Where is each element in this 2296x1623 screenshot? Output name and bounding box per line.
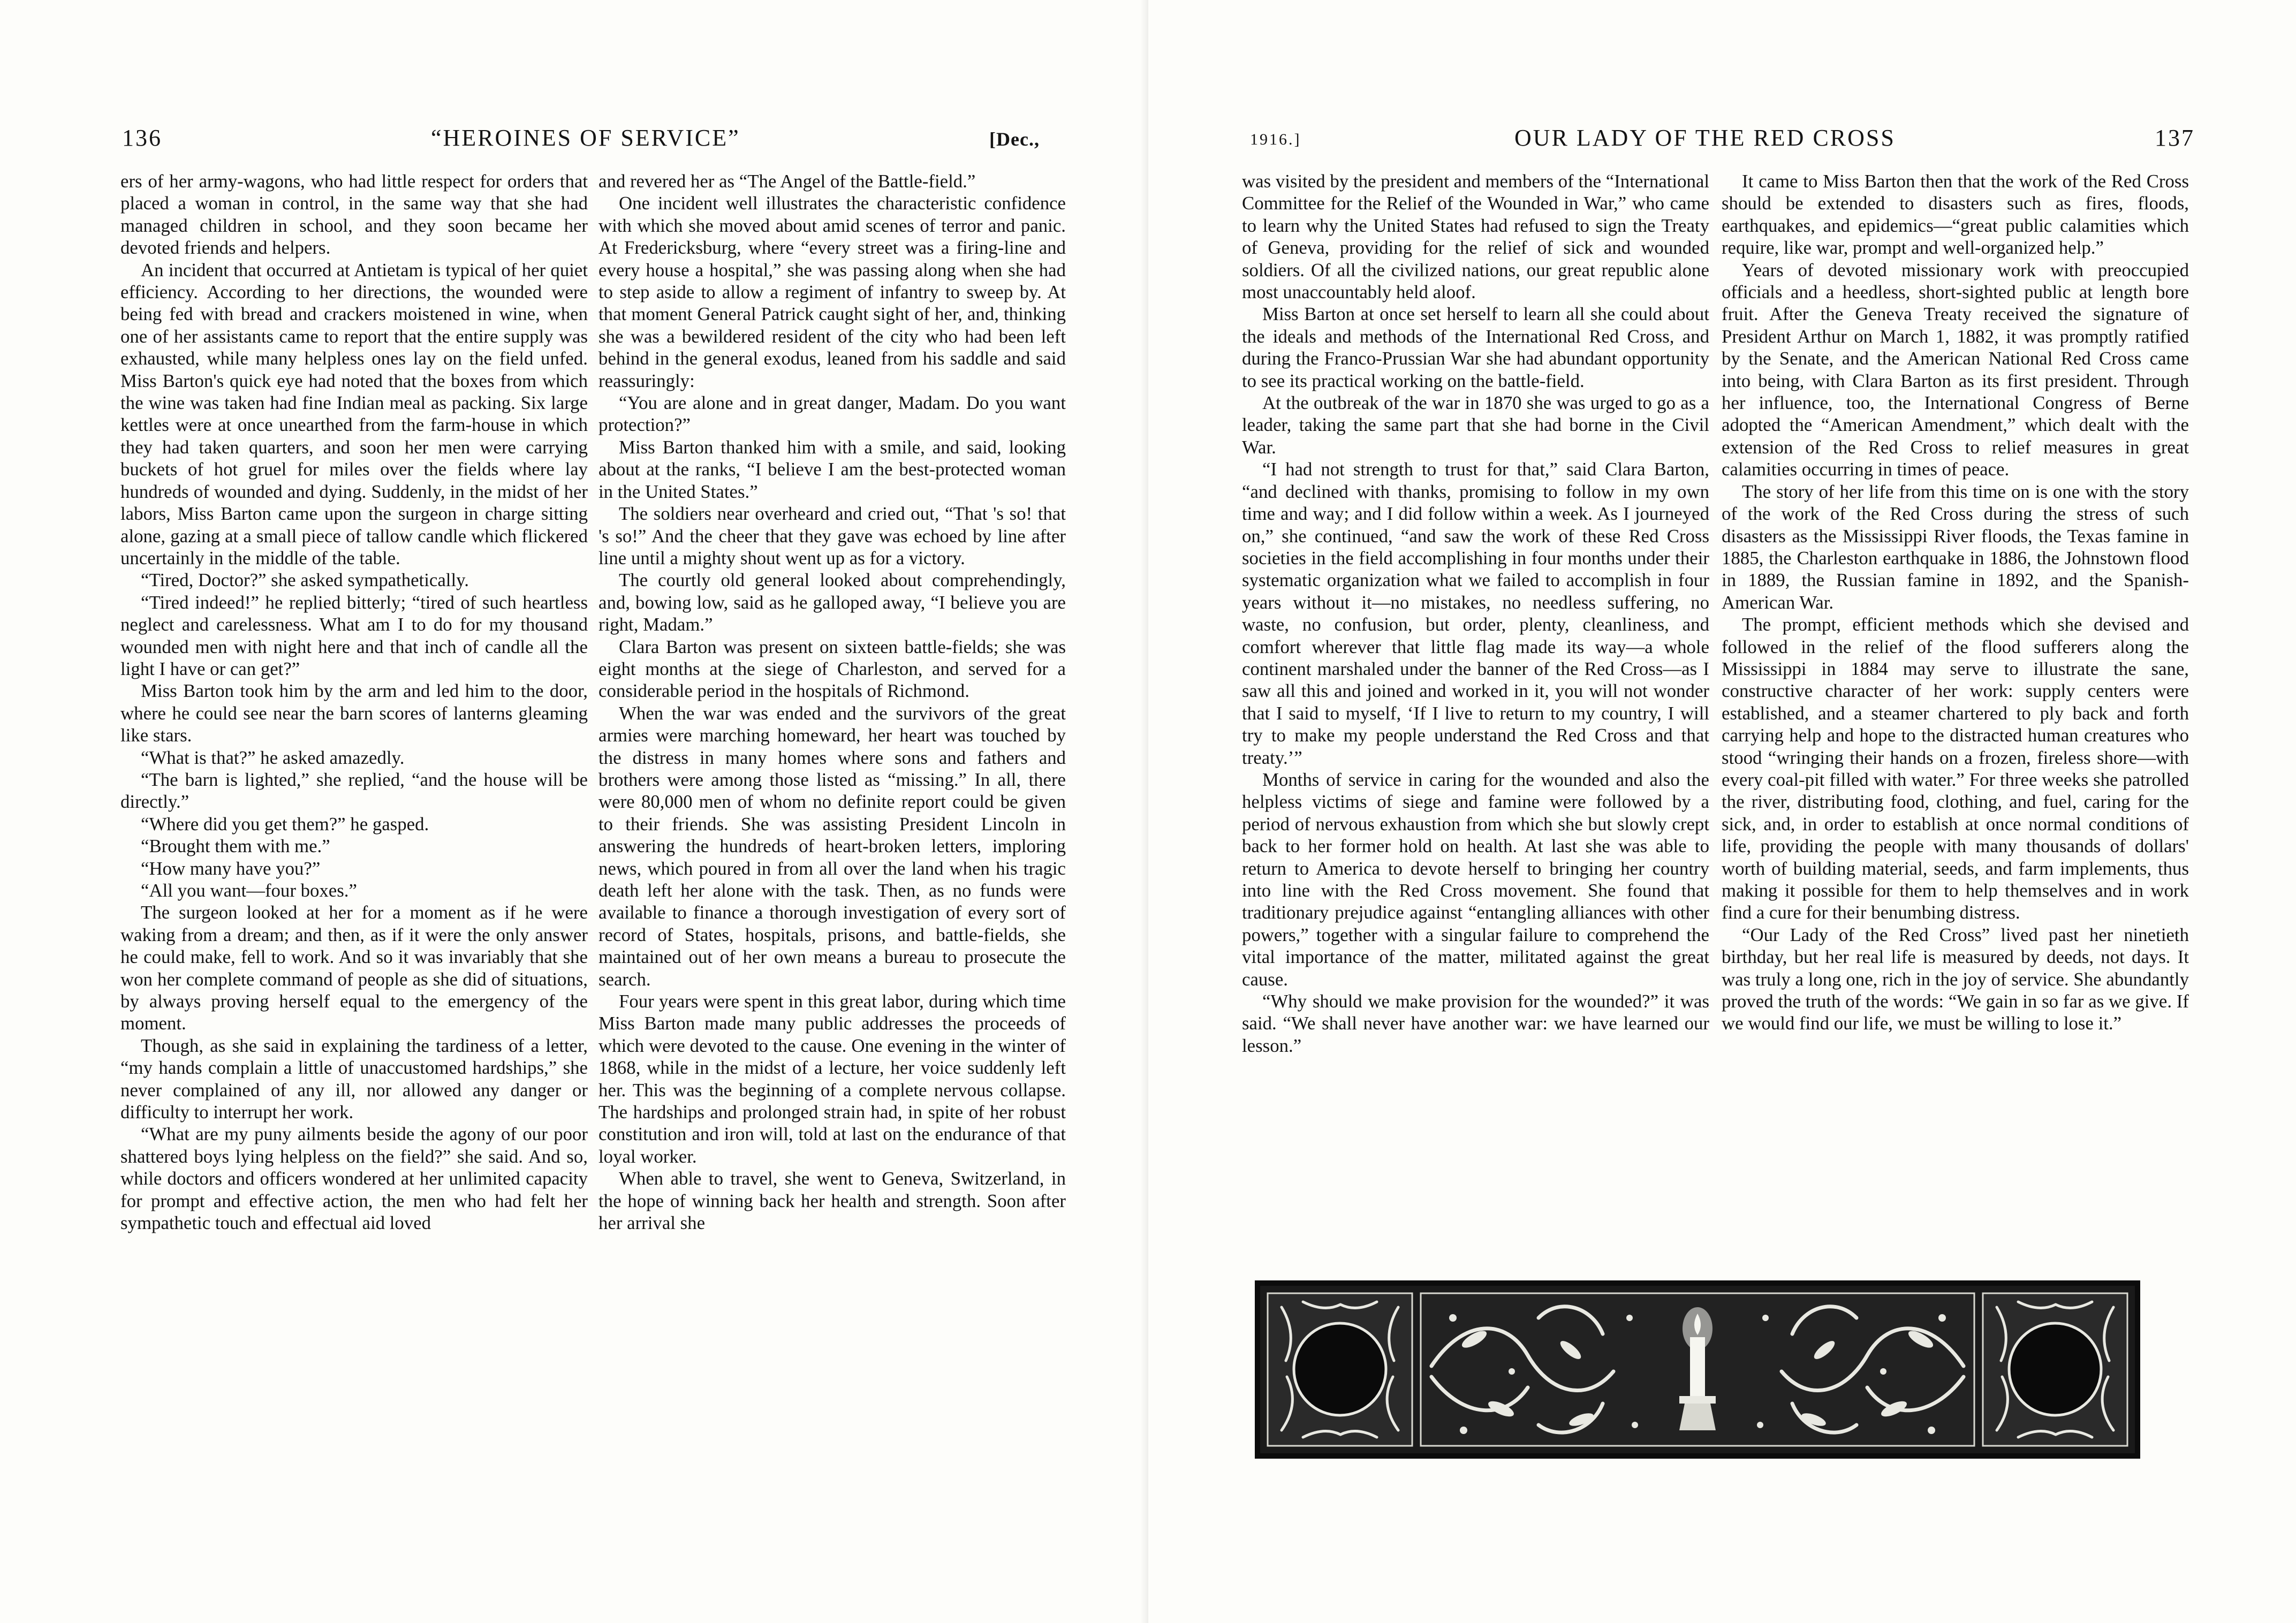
paragraph: was visited by the president and members of the “International Committee for the Relief of the Wounded in War,” who came to learn why the United States had refused to sign the Treaty of Geneva, providing for the relief of sick and wounded soldiers. Of all the civilized nations, our great republic alone most unaccountably held aloof. [1242, 171, 1709, 303]
paragraph: “Tired indeed!” he replied bitterly; “tired of such heartless neglect and carelessness. What am I to do for my thousand wounded men with night here and that inch of candle all the light I have or can get?” [120, 591, 588, 679]
left-medallion [1268, 1293, 1412, 1446]
paragraph: At the outbreak of the war in 1870 she was urged to go as a leader, taking the same part that she had borne in the Civil War. [1242, 392, 1709, 458]
paragraph: Miss Barton at once set herself to learn all she could about the ideals and methods of the International Red Cross, and during the Franco-Prussian War she had abundant opportunity to see its practical working on the battle-field. [1242, 304, 1709, 391]
paragraph: When the war was ended and the survivors of the great armies were marching homeward, her heart was touched by the distress in many homes where sons and fathers and brothers were among those listed as “missing.” In all, there were 80,000 men of whom no definite report could be given to their friends. She was assisting President Lincoln in answering the hundreds of heart-broken letters, imploring news, which poured in from all over the land when his tragic death left her alone with the task. Then, as no funds were available to finance a thorough investigation of every sort of record of States, hospitals, prisons, and battle-fields, she maintained out of her own means a bureau to prosecute the search. [598, 702, 1066, 990]
paragraph: An incident that occurred at Antietam is typical of her quiet efficiency. According to her directions, the wounded were being fed with bread and crackers moistened in wine, when one of her assistants came to report that the entire supply was exhausted, while many helpless ones lay on the field unfed. Miss Barton's quick eye had noted that the boxes from which the wine was taken had fine Indian meal as packing. Six large kettles were at once unearthed from the farm-house in which they had taken quarters, and soon her men were carrying buckets of hot gruel for miles over the fields where lay hundreds of wounded and dying. Suddenly, in the midst of her labors, Miss Barton came upon the surgeon in charge sitting alone, gazing at a small piece of tallow candle which flickered uncertainly in the middle of the table. [120, 259, 588, 568]
paragraph: The courtly old general looked about comprehendingly, and, bowing low, said as he galloped away, “I believe you are right, Madam.” [598, 570, 1066, 635]
paragraph: Years of devoted missionary work with preoccupied officials and a heedless, short-sighted public at length bore fruit. After the Geneva Treaty received the signature of President Arthur on March 1, 1882, it was promptly ratified by the Senate, and the American National Red Cross came into being, with Clara Barton as its first president. Through her influence, too, the International Congress of Berne adopted the “American Amendment,” which dealt with the extension of the Red Cross to relief measures in great calamities occurring in times of peace. [1722, 259, 2189, 480]
paragraph: One incident well illustrates the characteristic confidence with which she moved about amid scenes of terror and panic. At Fredericksburg, where “every street was a firing-line and every house a hospital,” she was passing along when she had to step aside to allow a regiment of infantry to sweep by. At that moment General Patrick caught sight of her, and, thinking she was a bewildered resident of the city who had been left behind in the general exodus, leaned from his saddle and said reassuringly: [598, 193, 1066, 391]
paragraph: The story of her life from this time on is one with the story of the work of the Red Cross during the stress of such disasters as the Mississippi River floods, the Texas famine in 1885, the Charleston earthquake in 1886, the Johnstown flood in 1889, the Russian famine in 1892, and the Spanish-American War. [1722, 481, 2189, 613]
ornament-artwork [1260, 1286, 2135, 1453]
paragraph: “What is that?” he asked amazedly. [141, 747, 405, 768]
paragraph: “The barn is lighted,” she replied, “and the house will be directly.” [120, 769, 588, 813]
left-column-2 [598, 170, 1066, 1234]
left-running-title: “HEROINES OF SERVICE” [431, 125, 740, 151]
paragraph: “Where did you get them?” he gasped. [141, 813, 429, 835]
paragraph: The soldiers near overheard and cried out, “That 's so! that 's so!” And the cheer that they gave was echoed by line after line until a mighty shout went up as for a victory. [598, 503, 1066, 568]
paragraph: “Our Lady of the Red Cross” lived past her ninetieth birthday, but her real life is measured by deeds, not days. It was truly a long one, rich in the joy of service. She abundantly proved the truth of the words: “We gain in so far as we give. If we would find our life, we must be willing to lose it.” [1722, 924, 2189, 1034]
decorative-tailpiece [1255, 1280, 2140, 1459]
paragraph: Miss Barton thanked him with a smile, and said, looking about at the ranks, “I believe I am the best-protected woman in the United States.” [598, 436, 1066, 502]
left-page-number: 136 [122, 125, 162, 151]
paragraph: ers of her army-wagons, who had little respect for orders that placed a woman in control, in the same way that she had managed children in school, and they soon became her devoted friends and helpers. [120, 171, 588, 259]
paragraph: The prompt, efficient methods which she devised and followed in the relief of the flood sufferers along the Mississippi in 1884 may serve to illustrate the sane, constructive character of her work: supply centers were established, and a steamer chartered to ply back and forth carrying help and hope to the distracted human creatures who stood “wringing their hands on a frozen, fireless shore—with every coal-pit filled with water.” For three weeks she patrolled the river, distributing food, clothing, and fuel, caring for the sick, and, in order to establish at once normal conditions of life, providing the people with many thousands of dollars' worth of building material, seeds, and farm implements, thus making it possible for them to help themselves and in work find a cure for their benumbing distress. [1722, 614, 2189, 923]
paragraph: “Brought them with me.” [141, 836, 330, 857]
right-date-mark: 1916.] [1250, 131, 1301, 148]
paragraph: “All you want—four boxes.” [141, 880, 357, 901]
left-column-1 [120, 170, 588, 1234]
paragraph: “You are alone and in great danger, Madam. Do you want protection?” [598, 392, 1066, 436]
paragraph: When able to travel, she went to Geneva, Switzerland, in the hope of winning back her health and strength. Soon after her arrival she [598, 1168, 1066, 1234]
right-medallion [1983, 1293, 2127, 1446]
paragraph: “Tired, Doctor?” she asked sympathetically. [141, 570, 469, 591]
right-running-title: OUR LADY OF THE RED CROSS [1514, 125, 1896, 151]
paragraph: Months of service in caring for the wounded and also the helpless victims of siege and famine were followed by a period of nervous exhaustion from which she but slowly crept back to her former hold on health. At last she was able to return to America to devote herself to bringing her country into line with the Red Cross movement. She found that traditionary prejudice against “entangling alliances with other powers,” together with a singular failure to comprehend the vital importance of the matter, militated against the great cause. [1242, 769, 1709, 990]
paragraph: “I had not strength to trust for that,” said Clara Barton, “and declined with thanks, promising to follow in my own time and way; and I did follow within a week. As I journeyed on,” she continued, “and saw the work of these Red Cross societies in the field accomplishing in four months under their systematic organization what we failed to accomplish in four years without it—no mistakes, no needless suffering, no waste, no confusion, but order, plenty, cleanliness, and comfort wherever that little flag made its way—a whole continent marshaled under the banner of the Red Cross—as I saw all this and joined and worked in it, you will not wonder that I said to myself, ‘If I live to return to my country, I will try to make my people understand the Red Cross and that treaty.’” [1242, 459, 1709, 768]
left-date-mark: [Dec., [989, 128, 1040, 150]
central-foliage-panel [1421, 1293, 1974, 1446]
paragraph: The surgeon looked at her for a moment as if he were waking from a dream; and then, as if it were the only answer he could make, fell to work. And so it was invariably that she won her complete command of people as she did of situations, by always proving herself equal to the emergency of the moment. [120, 902, 588, 1034]
paragraph: “What are my puny ailments beside the agony of our poor shattered boys lying helpless on the field?” she said. And so, while doctors and officers wondered at her unlimited capacity for prompt and effective action, the men who had felt her sympathetic touch and effectual aid loved [120, 1124, 588, 1234]
paragraph: Miss Barton took him by the arm and led him to the door, where he could see near the barn scores of lanterns gleaming like stars. [120, 680, 588, 746]
paragraph: Though, as she said in explaining the tardiness of a letter, “my hands complain a little of unaccustomed hardships,” she never complained of any ill, nor allowed any danger or difficulty to interrupt her work. [120, 1035, 588, 1123]
right-page-number: 137 [2155, 125, 2195, 151]
paragraph: It came to Miss Barton then that the work of the Red Cross should be extended to disasters such as fires, floods, earthquakes, and epidemics—“great public calamities which require, like war, prompt and well-organized help.” [1722, 171, 2189, 259]
paragraph: Four years were spent in this great labor, during which time Miss Barton made many public addresses the proceeds of which were devoted to the cause. One evening in the winter of 1868, while in the midst of a lecture, her voice suddenly left her. This was the beginning of a complete nervous collapse. The hardships and prolonged strain had, in spite of her robust constitution and iron will, told at last on the endurance of that loyal worker. [598, 991, 1066, 1167]
right-column-1 [1242, 170, 1709, 1057]
paragraph: “How many have you?” [141, 858, 321, 879]
paragraph: and revered her as “The Angel of the Battle-field.” [598, 171, 976, 192]
paragraph: “Why should we make provision for the wounded?” it was said. “We shall never have another war: we have learned our lesson.” [1242, 991, 1709, 1056]
right-column-2 [1722, 170, 2189, 1035]
paragraph: Clara Barton was present on sixteen battle-fields; she was eight months at the siege of Charleston, and served for a considerable period in the hospitals of Richmond. [598, 636, 1066, 702]
